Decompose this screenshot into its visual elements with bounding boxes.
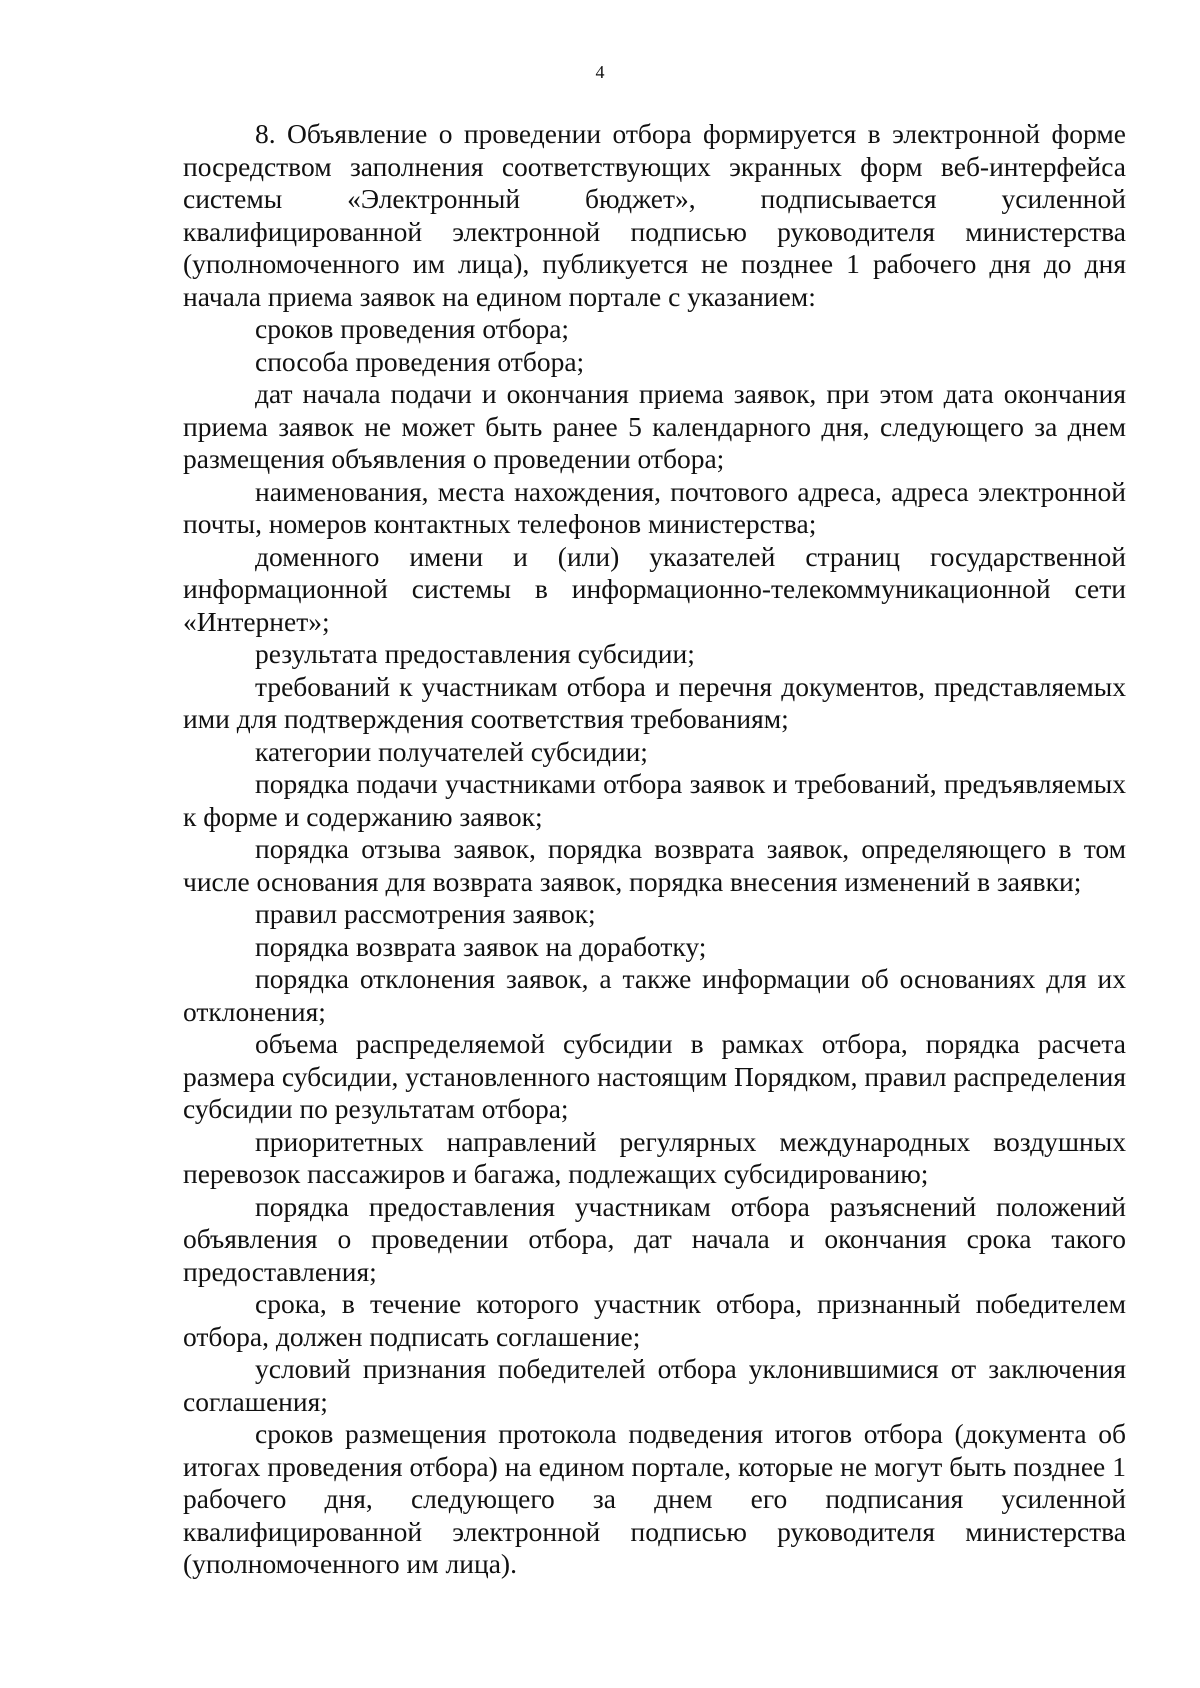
paragraph-item-ministry-contacts: наименования, места нахождения, почтового адреса, адреса электронной почты, номеров контактных телефонов министерства;	[183, 475, 1126, 539]
paragraph-item-evasion-conditions: условий признания победителей отбора уклонившимися от заключения соглашения;	[183, 1353, 1126, 1417]
paragraph-item-subsidy-volume: объема распределяемой субсидии в рамках отбора, порядка расчета размера субсидии, установленного настоящим Порядком, правил распределения субсидии по результатам отбора;	[183, 1028, 1126, 1124]
paragraph-item-rejection-procedure: порядка отклонения заявок, а также информации об основаниях для их отклонения;	[183, 963, 1126, 1027]
paragraph-item-selection-method: способа проведения отбора;	[255, 345, 585, 377]
paragraph-item-review-rules: правил рассмотрения заявок;	[255, 898, 596, 929]
paragraph-item-selection-terms: сроков проведения отбора;	[255, 313, 570, 344]
paragraph-item-application-dates: дат начала подачи и окончания приема заявок, при этом дата окончания приема заявок не может быть ранее 5 календарного дня, следующего за днем размещения объявления о проведении отбора;	[183, 378, 1126, 474]
paragraph-item-submission-procedure: порядка подачи участниками отбора заявок и требований, предъявляемых к форме и содержанию заявок;	[183, 768, 1126, 832]
paragraph-item-priority-directions: приоритетных направлений регулярных международных воздушных перевозок пассажиров и багажа, подлежащих субсидированию;	[183, 1125, 1126, 1189]
paragraph-announcement-intro: 8. Объявление о проведении отбора формируется в электронной форме посредством заполнения соответствующих экранных форм веб-интерфейса системы «Электронный бюджет», подписывается усиленной квалифицированной электронной подписью руководителя министерства (уполномоченного им лица), публикуется не позднее 1 рабочего дня до дня начала приема заявок на едином портале с указанием:	[183, 118, 1126, 312]
paragraph-item-subsidy-result: результата предоставления субсидии;	[255, 638, 695, 669]
paragraph-item-protocol-publication: сроков размещения протокола подведения итогов отбора (документа об итогах проведения отбора) на едином портале, которые не могут быть позднее 1 рабочего дня, следующего за днем его подписания усиленной квалифицированной электронной подписью руководителя министерства (уполномоченного им лица).	[183, 1418, 1126, 1579]
document-body	[183, 118, 1126, 1581]
paragraph-item-agreement-deadline: срока, в течение которого участник отбора, признанный победителем отбора, должен подписать соглашение;	[183, 1288, 1126, 1352]
paragraph-item-recipient-categories: категории получателей субсидии;	[255, 735, 648, 767]
paragraph-item-domain-name: доменного имени и (или) указателей страниц государственной информационной системы в информационно-телекоммуникационной сети «Интернет»;	[183, 540, 1126, 637]
paragraph-item-participant-requirements: требований к участникам отбора и перечня документов, представляемых ими для подтверждения соответствия требованиям;	[183, 670, 1126, 734]
paragraph-item-withdrawal-procedure: порядка отзыва заявок, порядка возврата заявок, определяющего в том числе основания для возврата заявок, порядка внесения изменений в заявки;	[183, 833, 1126, 897]
paragraph-item-clarifications: порядка предоставления участникам отбора разъяснений положений объявления о проведении отбора, дат начала и окончания срока такого предоставления;	[183, 1190, 1126, 1287]
paragraph-item-return-for-revision: порядка возврата заявок на доработку;	[255, 930, 707, 962]
page-number: 4	[595, 62, 605, 82]
